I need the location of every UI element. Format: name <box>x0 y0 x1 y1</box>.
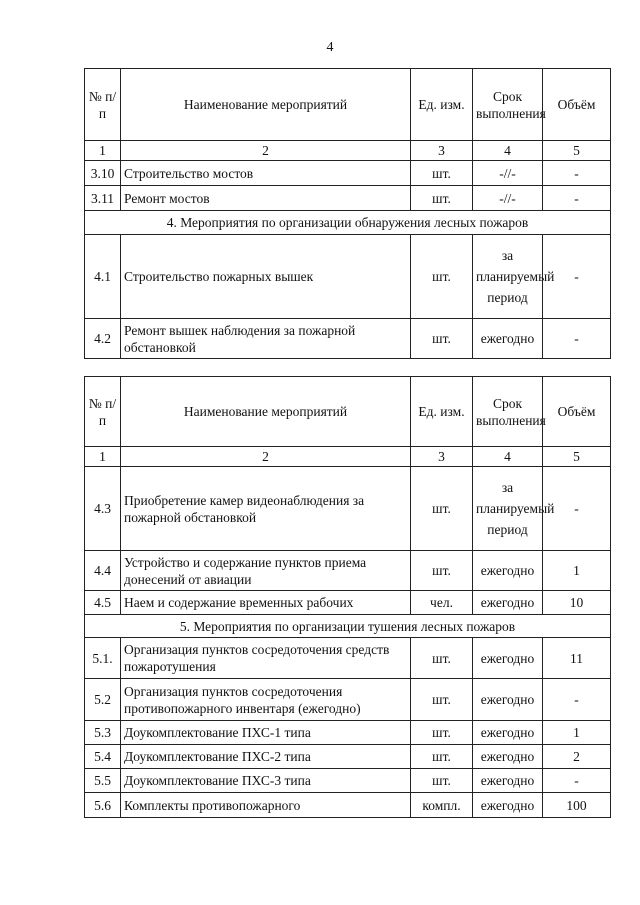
section-heading-row <box>85 211 611 235</box>
col-number: 2 <box>121 447 411 467</box>
row-term: ежегодно <box>473 591 543 615</box>
row-term: за планируемый период <box>473 235 543 319</box>
page-number: 4 <box>326 40 334 55</box>
row-name: Организация пунктов сосредоточения средств пожаротушения <box>121 638 411 679</box>
row-term: ежегодно <box>473 769 543 793</box>
row-num: 4.3 <box>85 467 121 551</box>
row-num: 5.5 <box>85 769 121 793</box>
row-term: ежегодно <box>473 638 543 679</box>
row-num: 5.1. <box>85 638 121 679</box>
table-row <box>85 745 611 769</box>
section-heading-row <box>85 615 611 638</box>
row-term: ежегодно <box>473 319 543 359</box>
row-volume: - <box>543 769 611 793</box>
header-num: № п/п <box>85 69 121 141</box>
row-num: 5.3 <box>85 721 121 745</box>
column-number-row <box>85 141 611 161</box>
row-unit: шт. <box>411 551 473 591</box>
row-num: 4.5 <box>85 591 121 615</box>
col-number: 1 <box>85 141 121 161</box>
row-name: Доукомплектование ПХС-3 типа <box>121 769 411 793</box>
header-name: Наименование мероприятий <box>121 69 411 141</box>
row-volume: 2 <box>543 745 611 769</box>
row-term: ежегодно <box>473 793 543 818</box>
row-name: Строительство пожарных вышек <box>121 235 411 319</box>
table-row <box>85 591 611 615</box>
table-header-row <box>85 377 611 447</box>
row-unit: шт. <box>411 235 473 319</box>
row-unit: компл. <box>411 793 473 818</box>
col-number: 1 <box>85 447 121 467</box>
col-number: 3 <box>411 447 473 467</box>
row-volume: 100 <box>543 793 611 818</box>
row-name: Комплекты противопожарного <box>121 793 411 818</box>
row-unit: шт. <box>411 319 473 359</box>
row-num: 4.2 <box>85 319 121 359</box>
header-name: Наименование мероприятий <box>121 377 411 447</box>
row-num: 4.4 <box>85 551 121 591</box>
row-unit: шт. <box>411 745 473 769</box>
row-unit: шт. <box>411 467 473 551</box>
row-term: ежегодно <box>473 551 543 591</box>
header-unit: Ед. изм. <box>411 69 473 141</box>
row-name: Доукомплектование ПХС-1 типа <box>121 721 411 745</box>
header-volume: Объём <box>543 377 611 447</box>
table-row <box>85 793 611 818</box>
row-num: 5.2 <box>85 679 121 721</box>
column-number-row <box>85 447 611 467</box>
row-volume: 11 <box>543 638 611 679</box>
row-num: 5.6 <box>85 793 121 818</box>
table-header-row <box>85 69 611 141</box>
row-name: Доукомплектование ПХС-2 типа <box>121 745 411 769</box>
header-unit: Ед. изм. <box>411 377 473 447</box>
table-row <box>85 769 611 793</box>
row-name: Приобретение камер видеонаблюдения за пожарной обстановкой <box>121 467 411 551</box>
col-number: 2 <box>121 141 411 161</box>
row-num: 3.10 <box>85 161 121 186</box>
row-term: -//- <box>473 161 543 186</box>
section-heading: 4. Мероприятия по организации обнаружения лесных пожаров <box>85 211 611 235</box>
row-unit: шт. <box>411 679 473 721</box>
row-volume: - <box>543 235 611 319</box>
row-unit: шт. <box>411 638 473 679</box>
row-name: Наем и содержание временных рабочих <box>121 591 411 615</box>
row-name: Ремонт мостов <box>121 186 411 211</box>
table-row <box>85 186 611 211</box>
col-number: 5 <box>543 141 611 161</box>
table-row <box>85 679 611 721</box>
row-num: 4.1 <box>85 235 121 319</box>
header-term: Срок выполнения <box>473 69 543 141</box>
row-name: Строительство мостов <box>121 161 411 186</box>
measures-table-2 <box>84 376 611 818</box>
col-number: 3 <box>411 141 473 161</box>
table-row <box>85 467 611 551</box>
row-term: за планируемый период <box>473 467 543 551</box>
col-number: 4 <box>473 141 543 161</box>
row-name: Ремонт вышек наблюдения за пожарной обстановкой <box>121 319 411 359</box>
table-row <box>85 161 611 186</box>
row-unit: шт. <box>411 186 473 211</box>
measures-table-1 <box>84 68 611 359</box>
row-volume: - <box>543 161 611 186</box>
row-unit: шт. <box>411 161 473 186</box>
section-heading: 5. Мероприятия по организации тушения лесных пожаров <box>85 615 611 638</box>
row-volume: - <box>543 186 611 211</box>
header-term: Срок выполнения <box>473 377 543 447</box>
row-term: ежегодно <box>473 679 543 721</box>
row-volume: - <box>543 467 611 551</box>
row-volume: 10 <box>543 591 611 615</box>
col-number: 4 <box>473 447 543 467</box>
row-volume: - <box>543 319 611 359</box>
row-num: 5.4 <box>85 745 121 769</box>
header-volume: Объём <box>543 69 611 141</box>
row-volume: 1 <box>543 721 611 745</box>
col-number: 5 <box>543 447 611 467</box>
row-unit: чел. <box>411 591 473 615</box>
row-unit: шт. <box>411 721 473 745</box>
header-num: № п/п <box>85 377 121 447</box>
row-term: -//- <box>473 186 543 211</box>
row-term: ежегодно <box>473 745 543 769</box>
row-num: 3.11 <box>85 186 121 211</box>
table-row <box>85 721 611 745</box>
table-row <box>85 638 611 679</box>
table-row <box>85 235 611 319</box>
row-name: Устройство и содержание пунктов приема донесений от авиации <box>121 551 411 591</box>
row-volume: 1 <box>543 551 611 591</box>
row-name: Организация пунктов сосредоточения противопожарного инвентаря (ежегодно) <box>121 679 411 721</box>
table-row <box>85 551 611 591</box>
table-row <box>85 319 611 359</box>
row-term: ежегодно <box>473 721 543 745</box>
row-volume: - <box>543 679 611 721</box>
row-unit: шт. <box>411 769 473 793</box>
